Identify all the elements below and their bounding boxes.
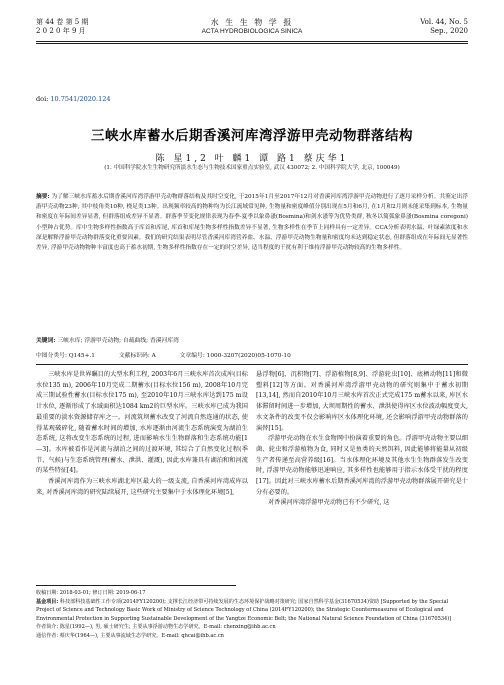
- volume-issue-en: Vol. 44, No. 5: [420, 18, 468, 26]
- body-left-column: [36, 370, 248, 498]
- corresponding-author: 通信作者: 蔡庆华(1964—), 主要从事流域生态学研究。E-mail: qhcai@ihb.ac.cn: [36, 632, 224, 639]
- clc-number: 中图分类号: Q145+.1: [36, 353, 95, 359]
- paragraph: 浮游甲壳动物在水生食物网中扮演着重要的角色。浮游甲壳动物主要以细菌、轮虫和浮游植物为食, 同时又是鱼类的天然饵料, 因此能够将能量从初级生产者传递至高营养级[16]。当水体理化环境及其他水生生物群落发生改变时, 浮游甲壳动物能够迅速响应, 其多样性也能够用于指示水体受干扰的程度[17]。因此对三峡水库蓄水后期香溪河库湾的浮游甲壳动物群落展开研究是十分有必要的。: [256, 435, 468, 496]
- doi[interactable]: [36, 95, 111, 103]
- journal-volume-en: [420, 18, 468, 36]
- footnotes: [36, 589, 468, 640]
- fund-info: [36, 598, 468, 624]
- author-list: 陈 星1,2 叶 麟1 谭 路1 蔡庆华1: [155, 154, 349, 164]
- abstract-text: 为了解三峡水库蓄水后期香溪河库湾浮游甲壳动物群落结构及其时空变化, 于2015年1月至2017年12月对香溪河库湾浮游甲壳动物进行了逐月采样分析。共鉴定出浮游甲壳动物23种, 其中枝角类10种, 桡足类13种。出现频率较高的物种均为长江流域常见种, 生物量和密度峰值分别出现在5月和6月, 在1月和2月则未能采集到标本, 生物量和密度在年际间差异显著, 但群落组成差异不显著。群落季节变化规律表现为春季-夏季以象鼻溞(Bosmina)和剑水溞等为优势类群, 秋冬以简弧象鼻溞(Bosmina coregoni)小型种占优势。库中生物多样性指数高于库首和库尾, 库首和库尾生物多样性指数差异不显著, 生物多样性在季节上同样具有一定差异。CCA分析表明水温、叶绿素浓度和水深是解释浮游甲壳动物群落变化重要因素。我们的研究结果表明尽管香溪河库湾营养盐、水温、浮游甲壳动物生物量和密度均未达到稳定状态, 但群落组成在年际间无显著性差异, 浮游甲壳动物物种丰富度也高于蓄水初期, 生物多样性指数存在一定的时空差异, 适当程度的干扰有利于维持浮游甲壳动物较高的生物多样性。: [36, 194, 468, 252]
- received-date: 收稿日期: 2018-03-01; 修订日期: 2019-06-17: [36, 590, 146, 596]
- paragraph: 悬浮物[6]、沉积物[7]、浮游植物[8,9]、浮游轮虫[10]、底栖动物[11]和微塑料[12]等方面。对香溪河库湾浮游甲壳动物的研究则集中于蓄水初期[13,14], 然而自2010年10月三峡水库首次正式完成175 m蓄水以来, 库区水体滞留时间进一步增加, 大坝周期性的蓄水、泄洪使得库区水位波动幅度变大, 水文条件的改变不仅会影响库区水体理化环境, 还会影响浮游甲壳动物群落的演替[15]。: [256, 371, 468, 432]
- fund-text: 科技部科技基础性工作专项(2014FY120200); 支撑长江经济带可持续发展的生态环境保护战略对策研究; 国家自然科学基金(31670534)资助 [Supported by the Special Project of Science and Technology Basic Work of Ministry of Science Technology of China (2014FY120200); the Strategic Countermeasures of Ecological and Environmental Protection in Supporting Sustainable Development of the Yangtze Economic Belt; the National Natural Science Foundation of China (31670534)]: [36, 598, 452, 622]
- meta-rule: [36, 364, 468, 365]
- affiliation: (1. 中国科学院水生生物研究所淡水生态与生物技术国家重点实验室, 武汉 430072; 2. 中国科学院大学, 北京, 100049): [104, 165, 400, 171]
- journal-volume: [36, 18, 89, 36]
- journal-title: [152, 18, 352, 36]
- body-right-column: [256, 370, 468, 509]
- volume-issue: 第 44 卷 第 5 期: [36, 18, 89, 26]
- abstract-label: 摘要:: [36, 194, 50, 200]
- paragraph: 香溪河库湾作为三峡水库湖北库区最大的一级支流, 自香溪河库湾成库以来, 对香溪河库湾的研究陆续展开, 这些研究主要集中于水体理化环境[5],: [36, 478, 248, 496]
- author-bio: 作者简介: 陈星(1992—), 男, 硕士研究生; 主要从事浮游动物生态学研究。E-mail: chenxing@ihb.ac.cn: [36, 624, 276, 630]
- doc-code: 文献标识码: A: [118, 353, 156, 359]
- journal-name-cn: 水 生 生 物 学 报: [210, 18, 294, 27]
- paragraph: 对香溪河库湾浮游甲壳动物已有不少研究, 这: [268, 499, 390, 507]
- doi-link[interactable]: 10.7541/2020.124: [50, 95, 111, 103]
- fund-label: 基金项目:: [36, 598, 59, 605]
- keywords: [36, 335, 179, 344]
- classification-meta: [36, 350, 313, 359]
- keywords-label: 关键词:: [36, 338, 56, 344]
- journal-name-en: ACTA HYDROBIOLOGICA SINICA: [201, 28, 303, 35]
- doi-label: doi:: [36, 95, 49, 103]
- publish-date: 2 0 2 0 年 9 月: [36, 27, 86, 35]
- paragraph: 三峡水库是世界瞩目的大型水利工程, 2003年6月三峡水库首次成库(目标水位135 m), 2006年10月完成二期蓄水(目标水位156 m), 2008年10月完成三期试验性蓄水(目标水位175 m), 至2010年10月三峡水库达到175 m设计水位, 逐渐形成了水域面积达1084 km2的巨型水库。三峡水库已成为我国最重要的淡水资源储存库之一。河流筑坝蓄水改变了河流自然连通的状态, 使得某观破碎化, 随着蓄水时间的增加, 水库逐渐由河流生态系统演变为湖泊生态系统, 这将改变生态系统的过程, 进而影响水生生物群落和生态系统功能[1—3]。水库被看作是河流与湖泊之间的过渡环境, 其综合了自然变化过程(季节、气候)与生态系统管理(蓄水、泄洪、灌溉), 因此水库兼具有湖泊和和河流的某些特征[4]。: [36, 371, 248, 475]
- footnote-rule: [36, 585, 236, 586]
- abstract: [36, 192, 468, 253]
- paper-title: 三峡水库蓄水后期香溪河库湾浮游甲壳动物群落结构: [91, 128, 413, 144]
- header-rule-2: [36, 43, 468, 44]
- publish-date-en: Sep., 2020: [430, 27, 468, 35]
- header-rule: [36, 41, 468, 42]
- article-id: 文章编号: 1000-3207(2020)05-1070-10: [179, 353, 291, 359]
- keywords-text: 三峡水库; 浮游甲壳动物; 自疏曲线; 香溪河库湾: [57, 338, 179, 344]
